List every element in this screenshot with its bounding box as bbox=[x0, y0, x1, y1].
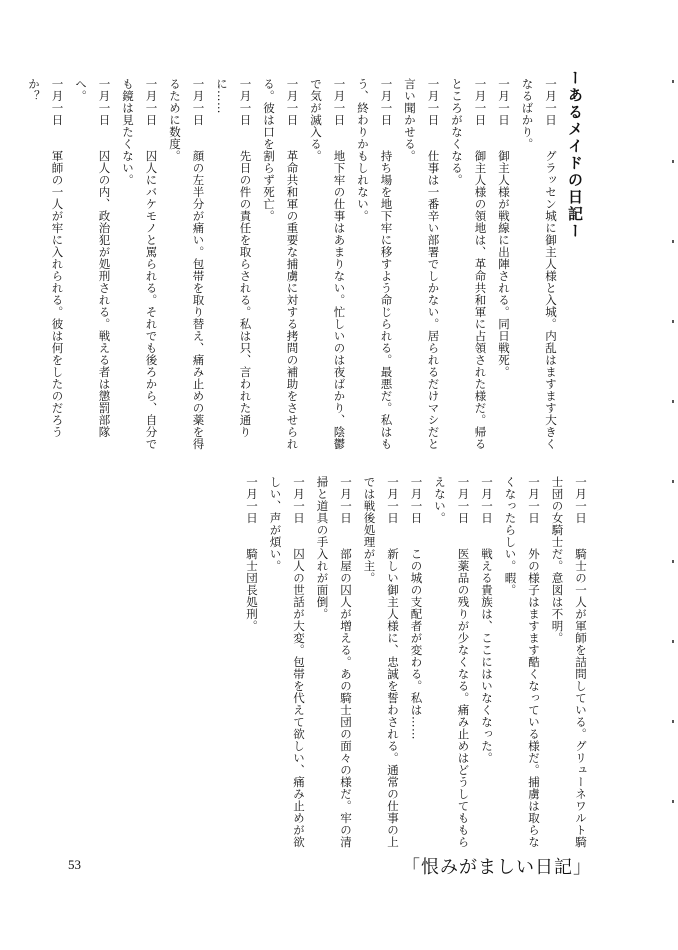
diary-entry: 一月一日 外の様子はますます酷くなっている様だ。捕虜は取らなくなったらしい。暇。 bbox=[503, 476, 541, 848]
edge-mark bbox=[672, 480, 674, 483]
diary-entry: 一月一日 御主人様が戦線に出陣される。同日戦死。 bbox=[497, 78, 511, 378]
upper-diary-section bbox=[27, 78, 562, 460]
edge-mark bbox=[672, 160, 674, 163]
diary-entry: 一月一日 軍師の一人が牢に入れられる。彼は何をしたのだろうか？ bbox=[27, 78, 65, 438]
page-number: 53 bbox=[68, 857, 81, 872]
edge-mark bbox=[672, 800, 674, 803]
diary-entry: 一月一日 グラッセン城に御主人様と入城。内乱はますます大きくなるばかり。 bbox=[520, 78, 558, 450]
diary-entry: 一月一日 囚人の内、政治犯が処刑される。戦える者は懲罰部隊へ。 bbox=[74, 78, 112, 438]
diary-entry: 一月一日 この城の支配者が変わる。私は…… bbox=[409, 476, 424, 740]
diary-entry: 一月一日 新しい御主人様に、忠誠を誓わされる。通常の仕事の上では戦後処理が主。 bbox=[362, 476, 400, 848]
diary-entry: 一月一日 仕事は一番辛い部署でしかない。居られるだけマシだと言い聞かせる。 bbox=[403, 78, 441, 450]
edge-mark bbox=[672, 720, 674, 723]
diary-entry: 一月一日 囚人にバケモノと罵られる。それでも後ろから、自分でも鏡は見たくない。 bbox=[121, 78, 159, 450]
diary-entry: 一月一日 医薬品の残りが少なくなる。痛み止めはどうしてももらえない。 bbox=[433, 476, 471, 848]
diary-entry: 一月一日 地下牢の仕事はあまりない。忙しいのは夜ばかり、陰鬱で気が滅入る。 bbox=[309, 78, 347, 450]
edge-mark bbox=[672, 560, 674, 563]
diary-entry: 一月一日 御主人様の領地は、革命共和軍に占領された様だ。帰るところがなくなる。 bbox=[450, 78, 488, 450]
diary-entry: 一月一日 先日の件の責任を取らされる。私は只、言われた通りに…… bbox=[215, 78, 253, 438]
diary-heading: ーあるメイドの日記ー bbox=[566, 70, 584, 240]
diary-entry: 一月一日 持ち場を地下牢に移すよう命じられる。最悪だ。私はもう、終わりかもしれない。 bbox=[356, 78, 394, 450]
diary-entry: 一月一日 革命共和軍の重要な捕虜に対する拷問の補助をさせられる。彼は口を割らず死亡。 bbox=[262, 78, 300, 450]
diary-entry: 一月一日 顔の左半分が痛い。包帯を取り替え、痛み止めの薬を得るために数度。 bbox=[168, 78, 206, 450]
edge-mark bbox=[672, 80, 674, 83]
diary-entry: 一月一日 騎士団長処刑。 bbox=[245, 476, 259, 632]
diary-entry: 一月一日 戦える貴族は、ここにはいなくなった。 bbox=[480, 476, 494, 764]
diary-entry: 一月一日 部屋の囚人が増える。あの騎士団の面々の様だ。牢の清掃と道具の手入れが面倒。 bbox=[315, 476, 353, 848]
edge-mark bbox=[672, 240, 674, 243]
diary-entry: 一月一日 囚人の世話が大変。包帯を代えて欲しい、痛み止めが欲しい、声が煩い。 bbox=[268, 476, 306, 848]
edge-mark bbox=[672, 320, 674, 323]
chapter-title: 「恨みがましい日記」 bbox=[402, 857, 592, 878]
edge-mark bbox=[672, 400, 674, 403]
diary-entry: 一月一日 騎士の一人が軍師を詰問している。グリューネワルト騎士団の女騎士だ。意図は不明。 bbox=[550, 476, 588, 848]
edge-mark bbox=[672, 640, 674, 643]
lower-diary-section bbox=[236, 476, 592, 858]
